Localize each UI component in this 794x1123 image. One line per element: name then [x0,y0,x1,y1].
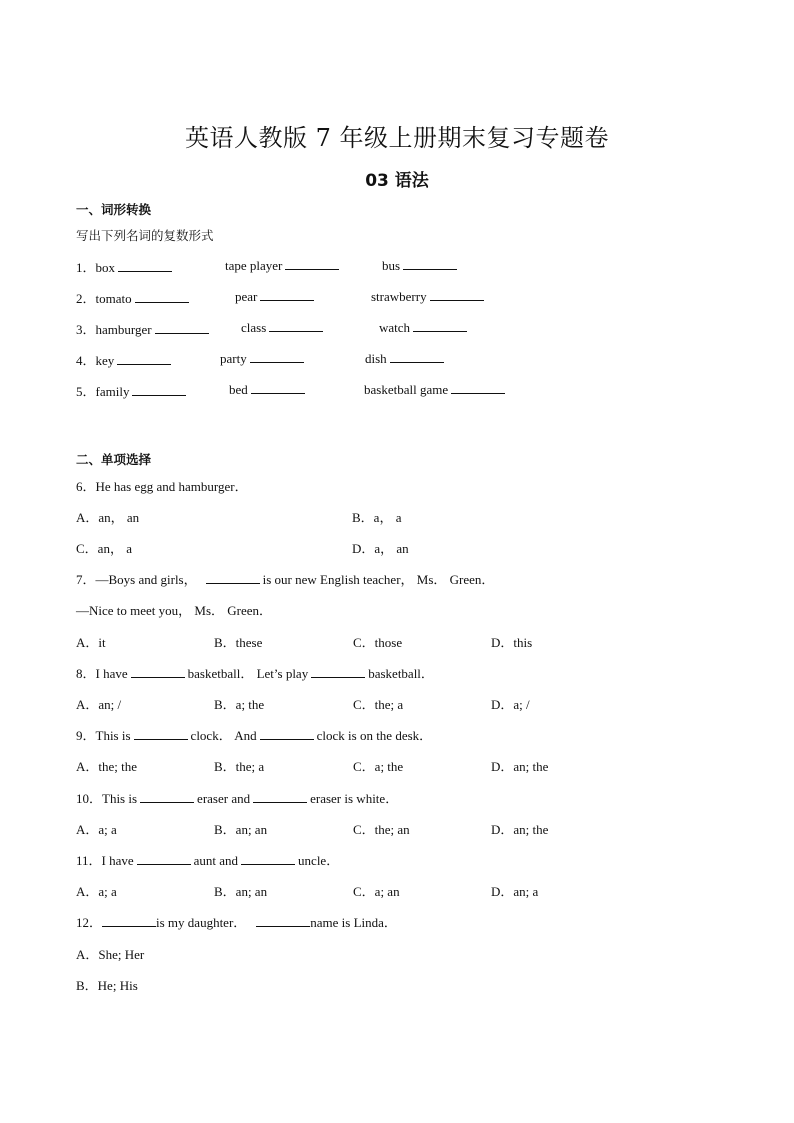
answer-blank[interactable] [285,257,339,270]
exercise-row-5-col-c [364,381,505,398]
answer-blank[interactable] [260,288,314,301]
question-7-reply: —Nice to meet you， Ms． Green． [76,603,273,618]
answer-blank[interactable] [256,914,310,927]
stem-text: 7．—Boys and girls， [76,572,197,587]
stem-text: basketball． [368,666,434,681]
stem-text: 11．I have [76,853,134,868]
word: hamburger [95,322,152,337]
question-11-stem [76,850,339,869]
question-8-stem [76,663,434,682]
question-8-option-d[interactable]: D．a; / [491,697,530,712]
exercise-row-3 [76,319,209,338]
question-11-option-b[interactable]: B．an; an [214,884,268,899]
stem-text: aunt and [193,853,239,868]
question-6-stem: 6．He has egg and hamburger． [76,479,248,494]
exercise-row-2-col-c [371,288,484,305]
stem-text: eraser and [197,791,251,806]
answer-blank[interactable] [131,665,185,678]
question-7-stem [76,569,494,588]
question-11-option-d[interactable]: D．an; a [491,884,539,899]
question-11-option-c[interactable]: C．a; an [353,884,400,899]
question-6-option-d[interactable]: D．a， an [352,541,409,556]
question-7-option-c[interactable]: C．those [353,635,403,650]
question-8-option-c[interactable]: C．the; a [353,697,404,712]
page-title: 英语人教版 7 年级上册期末复习专题卷 [184,124,610,152]
word: family [95,384,130,399]
exercise-row-2 [76,288,189,307]
stem-text: is our new English teacher， Ms． Green． [262,572,495,587]
question-6-option-a[interactable]: A．an， an [76,510,140,525]
question-10-option-a[interactable]: A．a; a [76,822,117,837]
question-9-stem [76,725,432,744]
stem-text: basketball． Let’s play [187,666,309,681]
question-8-option-a[interactable]: A．an; / [76,697,122,712]
question-9-option-d[interactable]: D．an; the [491,759,549,774]
question-11-option-a[interactable]: A．a; a [76,884,117,899]
answer-blank[interactable] [102,914,156,927]
answer-blank[interactable] [118,259,172,272]
question-10-option-d[interactable]: D．an; the [491,822,549,837]
answer-blank[interactable] [451,381,505,394]
word: bed [229,382,248,397]
stem-text: 8．I have [76,666,128,681]
exercise-row-1-col-c [382,257,457,274]
answer-blank[interactable] [137,852,191,865]
answer-blank[interactable] [403,257,457,270]
question-7-option-d[interactable]: D．this [491,635,533,650]
section-instruction: 写出下列名词的复数形式 [76,228,214,243]
stem-text: clock is on the desk． [316,728,433,743]
word: strawberry [371,289,427,304]
item-number: 3． [76,322,96,337]
page-subtitle: 03 语法 [365,171,429,191]
question-9-option-c[interactable]: C．a; the [353,759,404,774]
exercise-row-4 [76,350,171,369]
word: tape player [225,258,283,273]
exercise-row-2-col-b [235,288,314,305]
word: dish [365,351,387,366]
stem-text: 9．This is [76,728,131,743]
question-6-option-b[interactable]: B．a， a [352,510,402,525]
question-10-stem [76,788,398,807]
answer-blank[interactable] [135,290,189,303]
answer-blank[interactable] [241,852,295,865]
answer-blank[interactable] [140,790,194,803]
word: party [220,351,247,366]
question-9-option-b[interactable]: B．the; a [214,759,265,774]
item-number: 4． [76,353,96,368]
stem-text: eraser is white． [310,791,399,806]
word: class [241,320,267,335]
word: tomato [95,291,132,306]
word: box [95,260,116,275]
answer-blank[interactable] [430,288,484,301]
answer-blank[interactable] [269,319,323,332]
question-8-option-b[interactable]: B．a; the [214,697,265,712]
word: key [95,353,115,368]
answer-blank[interactable] [250,350,304,363]
word: pear [235,289,258,304]
stem-text: uncle． [298,853,340,868]
question-9-option-a[interactable]: A．the; the [76,759,138,774]
exercise-row-4-col-c [365,350,444,367]
item-number: 1． [76,260,96,275]
section-heading-multiple-choice: 二、单项选择 [76,452,152,467]
question-12-option-a[interactable]: A．She; Her [76,947,145,962]
word: bus [382,258,401,273]
answer-blank[interactable] [260,727,314,740]
answer-blank[interactable] [311,665,365,678]
stem-text: 10．This is [76,791,138,806]
section-heading-word-forms: 一、词形转换 [76,202,152,217]
answer-blank[interactable] [413,319,467,332]
exercise-row-4-col-b [220,350,304,367]
question-6-option-c[interactable]: C．an， a [76,541,132,556]
stem-text: 12． [76,915,103,930]
exercise-row-1 [76,257,172,276]
answer-blank[interactable] [206,571,260,584]
item-number: 5． [76,384,96,399]
answer-blank[interactable] [155,321,209,334]
word: watch [379,320,411,335]
answer-blank[interactable] [132,383,186,396]
item-number: 2． [76,291,96,306]
exercise-row-5 [76,381,186,400]
exercise-row-5-col-b [229,381,305,398]
answer-blank[interactable] [390,350,444,363]
answer-blank[interactable] [251,381,305,394]
question-10-option-c[interactable]: C．the; an [353,822,410,837]
question-10-option-b[interactable]: B．an; an [214,822,268,837]
exercise-row-3-col-c [379,319,467,336]
answer-blank[interactable] [117,352,171,365]
stem-text: name is Linda． [310,915,397,930]
question-12-option-b[interactable]: B．He; His [76,978,138,993]
exercise-row-3-col-b [241,319,323,336]
stem-text: is my daughter． [156,915,247,930]
answer-blank[interactable] [134,727,188,740]
exercise-row-1-col-b [225,257,339,274]
answer-blank[interactable] [253,790,307,803]
question-12-stem [76,912,397,931]
question-7-option-a[interactable]: A．it [76,635,106,650]
word: basketball game [364,382,449,397]
question-7-option-b[interactable]: B．these [214,635,263,650]
stem-text: clock． And [190,728,257,743]
